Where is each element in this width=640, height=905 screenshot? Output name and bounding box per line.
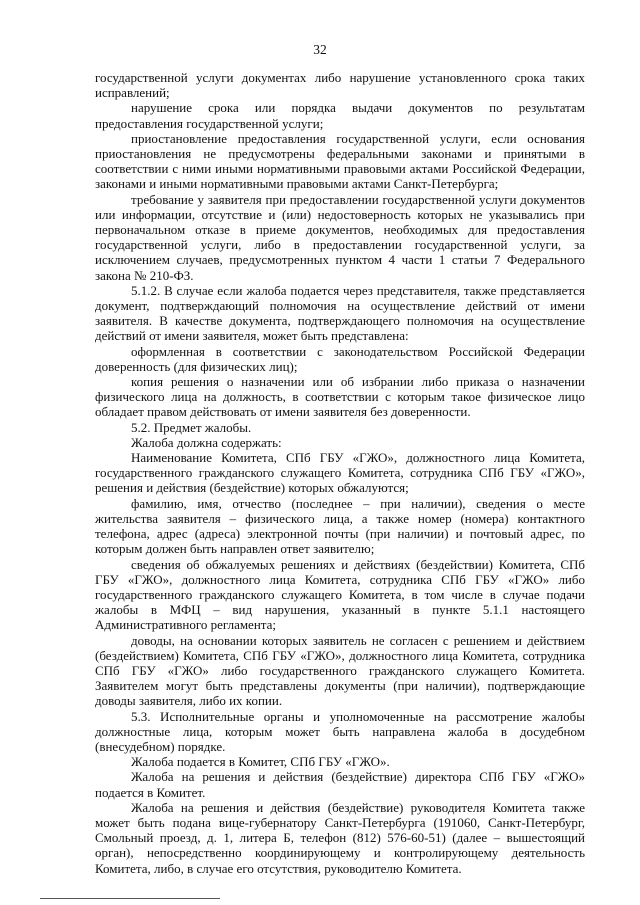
- section-heading: 5.3. Исполнительные органы и уполномоченные на рассмотрение жалобы должностные лица, которым может быть направлена жалоба в досудебном (внесудебном) порядке.: [95, 708, 585, 754]
- paragraph: сведения об обжалуемых решениях и действиях (бездействии) Комитета, СПб ГБУ «ГЖО», должностного лица Комитета, сотрудника СПб ГБУ «ГЖО» либо государственного гражданского служащего Комитета, в том числе в случае подачи жалобы в МФЦ – вид нарушения, указанный в пункте 5.1.1 настоящего Административного регламента;: [95, 556, 585, 633]
- paragraph: Жалоба на решения и действия (бездействие) руководителя Комитета также может быть подана вице-губернатору Санкт-Петербурга (191060, Санкт-Петербург, Смольный проезд, д. 1, литера Б, телефон (812) 576-60-51) (далее – вышестоящий орган), непосредственно координирующему и контролирующему деятельность Комитета, либо, в случае его отсутствия, руководителю Комитета.: [95, 799, 585, 876]
- paragraph: Жалоба на решения и действия (бездействие) директора СПб ГБУ «ГЖО» подается в Комитет.: [95, 769, 585, 800]
- footer-divider: [40, 898, 220, 899]
- paragraph-continuation: государственной услуги документах либо нарушение установленного срока таких исправлений;: [95, 70, 585, 101]
- paragraph: приостановление предоставления государственной услуги, если основания приостановления не предусмотрены федеральными законами и принятыми в соответствии с ними иными нормативными правовыми актами Российской Федерации, законами и иными нормативными правовыми актами Санкт-Петербурга;: [95, 130, 585, 192]
- paragraph: оформленная в соответствии с законодательством Российской Федерации доверенность (для физических лиц);: [95, 343, 585, 374]
- paragraph: доводы, на основании которых заявитель не согласен с решением и действием (бездействием) Комитета, СПб ГБУ «ГЖО», должностного лица Комитета, сотрудника СПб ГБУ «ГЖО» либо государственного гражданского служащего Комитета. Заявителем могут быть представлены документы (при наличии), подтверждающие доводы заявителя, либо их копии.: [95, 632, 585, 709]
- paragraph: требование у заявителя при предоставлении государственной услуги документов или информации, отсутствие и (или) недостоверность которых не указывались при первоначальном отказе в приеме документов, необходимых для предоставления государственной услуги, либо в предоставлении государственной услуги, за исключением случаев, предусмотренных пунктом 4 части 1 статьи 7 Федерального закона № 210-ФЗ.: [95, 191, 585, 283]
- paragraph: Жалоба должна содержать:: [131, 434, 282, 450]
- paragraph: фамилию, имя, отчество (последнее – при наличии), сведения о месте жительства заявителя – физического лица, а также номер (номера) контактного телефона, адрес (адреса) электронной почты (при наличии) и почтовый адрес, по которым должен быть направлен ответ заявителю;: [95, 495, 585, 557]
- paragraph: Наименование Комитета, СПб ГБУ «ГЖО», должностного лица Комитета, государственного гражданского служащего Комитета, сотрудника СПб ГБУ «ГЖО», решения и действия (бездействие) которых обжалуются;: [95, 450, 585, 496]
- paragraph: 5.1.2. В случае если жалоба подается через представителя, также представляется документ, подтверждающий полномочия на осуществление действий от имени заявителя. В качестве документа, подтверждающего полномочия на осуществление действий от имени заявителя, может быть представлена:: [95, 282, 585, 344]
- document-body: [95, 70, 585, 876]
- section-heading: 5.2. Предмет жалобы.: [131, 419, 252, 435]
- page-number: 32: [313, 42, 327, 57]
- paragraph: Жалоба подается в Комитет, СПб ГБУ «ГЖО».: [131, 754, 390, 770]
- paragraph: копия решения о назначении или об избрании либо приказа о назначении физического лица на должность, в соответствии с которым такое физическое лицо обладает правом действовать от имени заявителя без доверенности.: [95, 374, 585, 420]
- paragraph: нарушение срока или порядка выдачи документов по результатам предоставления государственной услуги;: [95, 100, 585, 131]
